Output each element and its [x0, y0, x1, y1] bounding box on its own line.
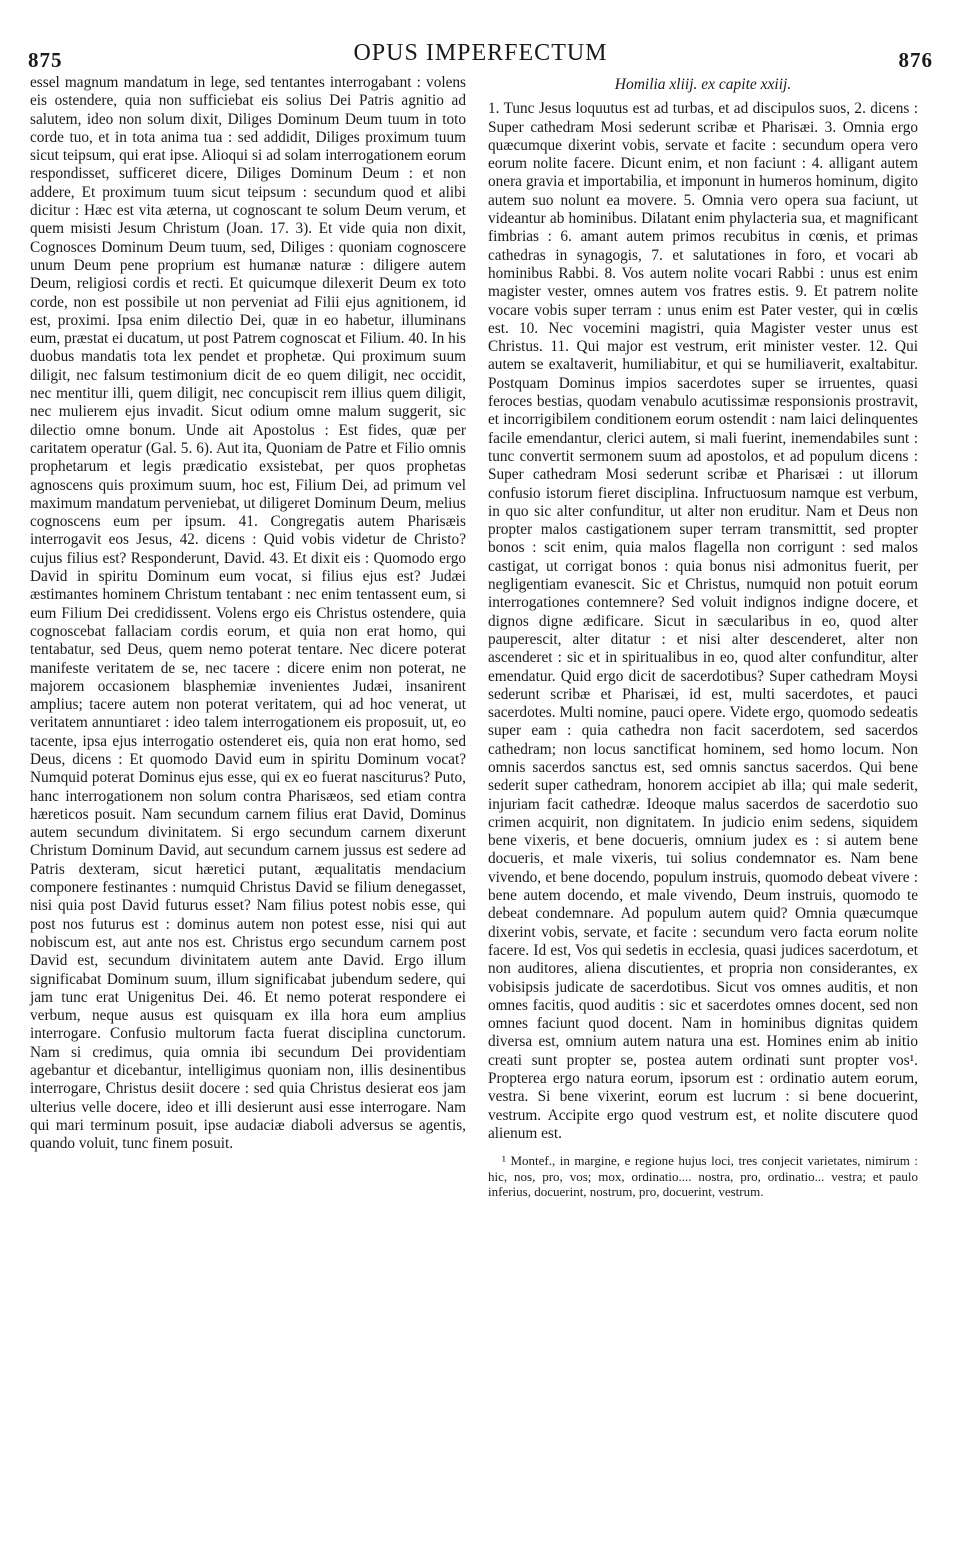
left-page-number: 875 — [28, 48, 63, 72]
footnote: ¹ Montef., in margine, e regione hujus loci, tres conjecit varietates, nimirum : hic, nos, pro, vos; mox, ordinatio.... nostra, pro, ordinatio... vestra; et paulo inferius, docuerint, nostrum, pro, docuerint, vestrum. — [488, 1153, 918, 1200]
homily-heading: Homilia xliij. ex capite xxiij. — [614, 76, 792, 93]
right-page-number: 876 — [898, 48, 933, 72]
right-column-text: 1. Tunc Jesus loquutus est ad turbas, et ad discipulos suos, 2. dicens : Super cathedram Mosi sederunt scribæ et Pharisæi. 3. Omnia ergo quæcumque dixerint vobis, servate et facite : secundum opera vero eorum nolite facere. Dicunt enim, et non faciunt : 4. alligant autem onera gravia et importabilia, et imponunt in humeros hominum, digito autem suo nolunt ea movere. 5. Omnia vero opera sua faciunt, ut videantur ab hominibus. Dilatant enim phylacteria sua, et magnificant fimbrias : 6. amant autem primos recubitus in cœnis, et primas cathedras in synagogis, 7. et salutationes in foro, et vocari ab hominibus Rabbi. 8. Vos autem nolite vocari Rabbi : unus est enim magister vester, omnes autem vos fratres estis. 9. Et patrem nolite vocare vobis super terram : unus enim est Pater vester, qui in cœlis est. 10. Nec vocemini magistri, quia Magister vester unus est Christus. 11. Qui major est vestrum, erit minister vester. 12. Qui autem se exaltaverit, humiliabitur, et qui se humiliaverit, exaltabitur. Postquam Dominus impios sacerdotes super se irruentes, quasi feroces bestias, quodam venabulo acutissimæ responsionis prostravit, et incorrigibilem conditionem eorum ostendit : nam laici delinquentes facile emendantur, clerici autem, si mali fuerint, inemendabiles sunt : tunc convertit sermonem suum ad apostolos, et ad populum dicens : Super cathedram Mosi sederunt scribæ et Pharisæi : ut illorum confusio istorum fieret disciplina. Infructuosum namque est verbum, in quo sic alter confunditur, ut alter non eruditur. Nam et Deus non propter malos castigationem super terram transmittit, sed propter bonos : scit enim, quia malos flagella non corrigunt : sed malos castigat, ut corrigat bonos : quia bonus nisi admonitus fuerit, per negligentiam evanescit. Sic et Christus, numquid non potuit eorum interrogationes contemnere? Sed voluit indignos indigne docere, et dignos digne ædificare. Sicut in sæcularibus in eo, quod alter pauperescit, alter ditatur : et nisi alter descenderet, alter non ascenderet : sic et in spiritualibus in eo, quod alter confunditur, alter emendatur. Quid ergo dicit de sacerdotibus? Super cathedram Moysi sederunt scribæ et Pharisæi, id est, multi sacerdotes, et pauci sacerdotes. Multi nomine, pauci opere. Videte ergo, quomodo sedeatis super eam : quia cathedra non facit sacerdotem, sed sacerdos cathedram; non locus sanctificat hominem, sed homo locum. Non omnis sacerdos sanctus est, sed omnis sanctus sacerdos. Qui bene sederit super cathedram, honorem accipiet ab illa; qui male sederit, injuriam facit cathedræ. Ideoque malus sacerdos de sacerdotio suo crimen acquirit, non dignitatem. In judicio enim sedens, siquidem bene vixeris, et bene docueris, omnium judex es : si autem bene docueris, et male vixeris, tui solius condemnator es. Nam bene vivendo, et bene docendo, populum instruis, quomodo debeat vivere : bene autem docendo, et male vivendo, Deum instruis, quomodo te debeat condemnare. Ad populum autem quid? Omnia quæcumque dixerint vobis, servate, et facite : secundum vero facta eorum nolite facere. Id est, Vos qui sedetis in ecclesia, quasi judices sacerdotum, et non auditores, aliena discutientes, et propria non considerantes, ex vobisipsis judicate de sacerdotibus. Sicut vos omnes auditis, et non omnes facitis, quod auditis : sic et sacerdotes omnes docent, sed non omnes faciunt quod docent. Nam in hominibus dignitas quidem diversa est, omnium autem natura una est. Homines enim ab initio creati sunt propter se, postea autem ordinati sunt propter vos¹. Propterea ergo natura eorum, ipsorum est : ordinatio autem eorum, vestra. Si bene vixerint, eorum est lucrum : si bene docuerint, vestrum. Accipite ergo quod vestrum est, et nolite discutere quod alienum est. — [488, 100, 918, 1142]
left-column-text: essel magnum mandatum in lege, sed tentantes interrogabant : volens eis ostendere, quia non sufficiebat eis solius Dei Patris agnitio ad salutem, ideo non solum dixit, Diliges Dominum Deum tuum in toto corde tuo, et in tota anima tua : sed addidit, Diliges proximum tuum sicut teipsum, qui erat ipse. Alioqui si ad solam interrogationem eorum respondisset, sufficeret dicere, Diliges Dominum Deum : et non addere, Et proximum tuum sicut teipsum : secundum quod et alibi dicitur : Hæc est vita æterna, ut cognoscant te solum Deum verum, et quem misisti Jesum Christum (Joan. 17. 3). Et vide quia non dixit, Cognosces Dominum Deum tuum, sed, Diliges : quoniam cognoscere unum Deum pene proprium est humanæ naturæ : diligere autem Deum, religiosi cordis et recti. Et quicumque dilexerit Deum ex toto corde, non est possibile ut non perveniat ad Filii ejus agnitionem, id est, proximi. Ipsa enim dilectio Dei, quæ in eo habetur, illuminans eum, præstat ei ducatum, ut post Patrem cognoscat et Filium. 40. In his duobus mandatis tota lex pendet et prophetæ. Qui proximum suum diligit, nec falsum testimonium dicit de eo quem diligit, nec occidit, nec mentitur illi, quem diligit, nec concupiscit rem illius quem diligit, nec mulierem ejus invadit. Sicut odium omne malum suggerit, sic dilectio omne bonum. Unde ait Apostolus : Est fides, quæ per caritatem operatur (Gal. 5. 6). Aut ita, Quoniam de Patre et Filio omnis prophetarum et legis prædicatio exsistebat, per quos prophetas agnoscens quis proximum suum, hoc est, Filium Dei, ad primum vel maximum mandatum perveniebat, ut diligeret Dominum Deum, melius cognoscens eum per ipsum. 41. Congregatis autem Pharisæis interrogavit eos Jesus, 42. dicens : Quid vobis videtur de Christo? cujus filius est? Responderunt, David. 43. Et dixit eis : Quomodo ergo David in spiritu Dominum eum vocat, si filius ejus est? Judæi æstimantes hominem Christum tentabant : nec enim tentassent eum, si eum Filium Dei credidissent. Volens ergo eis Christus ostendere, quia cognoscebat fallaciam cordis eorum, et quia non erat homo, qui tentabatur, sed Deus, quem nemo poterat tentare. Nec dicere poterat manifeste veritatem de se, nec tacere : dicere enim non poterat, ne majorem occasionem blasphemiæ invenientes Judæi, insanirent amplius; tacere autem non poterat veritatem, qui ad hoc venerat, ut veritatem annuntiaret : ideo talem interrogationem eis proposuit, ut, eo tacente, ipsa ejus interrogatio ostenderet eis, quia non erat homo, sed Deus, dicens : Et quomodo David eum in spiritu Dominum vocat? Numquid poterat Dominus ejus esse, qui ex eo fuerat nasciturus? Puto, hanc interrogationem non solum contra Pharisæos, sed etiam contra hæreticos posuit. Nam secundum carnem filius erat David, Dominus autem secundum divinitatem. Si ergo secundum carnem dixerunt Christum Dominum David, aut secundum carnem jussus est sedere ad Patris dexteram, sicut hæretici putant, æqualitatis mendacium componere festinantes : numquid Christus David se filium denegasset, nisi quia post David futurus esset? Nam filius potest nobis esse, qui post nos futurus est : dominus autem non potest esse, nisi qui aut nobiscum est, aut ante nos est. Christus ergo secundum carnem post David est, secundum divinitatem autem ante David. Ergo illum significabat Dominum suum, illum significabat jubendum sedere, qui jam tunc erat Unigenitus Dei. 46. Et nemo poterat respondere ei verbum, neque ausus est quisquam ex illa hora eum amplius interrogare. Confusio multorum facta fuerat disciplina cunctorum. Nam si credimus, quia omnia ibi secundum Dei providentiam agebantur et dicebantur, intelligimus quoniam non, illis desinentibus interrogare, Christus desiit docere : sed quia Christus desierat eos jam ulterius velle docere, ideo et illi desierunt ausi esse interrogare. Nam qui mari terminum posuit, ipse audaciæ diaboli adversus se agentis, quando voluit, tunc finem posuit. — [30, 74, 466, 1153]
left-text-column — [30, 74, 466, 1154]
running-title: OPUS IMPERFECTUM — [353, 40, 608, 66]
right-text-column — [488, 74, 918, 1200]
page-header — [28, 40, 933, 74]
